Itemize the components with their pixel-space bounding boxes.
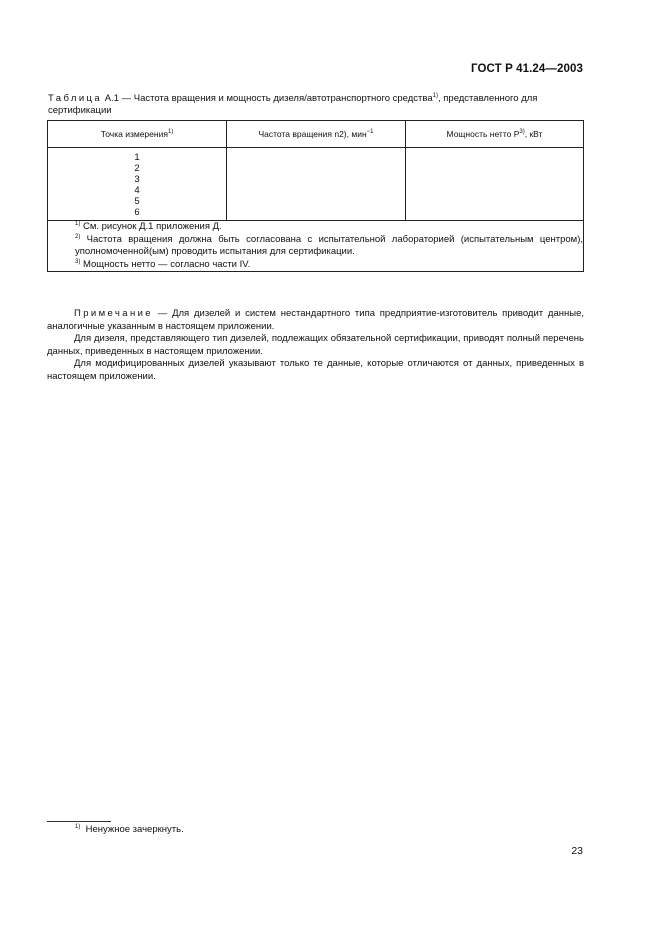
col-header-power: Мощность нетто $P^{3)}$, кВт	[406, 121, 584, 148]
points-cell	[48, 148, 227, 221]
caption-text: — Частота вращения и мощность дизеля/автотранспортного средства	[118, 93, 433, 104]
speed-cell	[227, 148, 406, 221]
table-note-3: $^{3)}$ Мощность нетто — согласно части IV.	[75, 258, 251, 270]
table-word: Таблица	[48, 93, 103, 104]
caption-sup: 1)	[432, 93, 438, 99]
document-id: ГОСТ Р 41.24—2003	[471, 63, 583, 75]
point-value: 5	[134, 196, 140, 207]
power-cell	[406, 148, 584, 221]
page-footnote: $^{1)}$ Ненужное зачеркнуть.	[75, 824, 184, 835]
table-note-1: $^{1)}$ См. рисунок Д.1 приложения Д.	[75, 221, 222, 232]
table-caption	[48, 93, 583, 116]
point-value: 2	[134, 163, 140, 174]
col-header-speed: Частота вращения n2), мин$^{-1}$	[227, 121, 406, 148]
data-table	[47, 120, 584, 272]
table-note-2: $^{2)}$ Частота вращения должна быть согласована с испытательной лабораторией (испытательным центром), уполномоченной(ым) проводить испытания для сертификации.	[75, 233, 583, 257]
col-header-point: Точка измерения$^{1)}$	[48, 121, 227, 148]
point-value: 6	[134, 207, 140, 218]
remark-paragraph-2: Для дизеля, представляющего тип дизелей, подлежащих обязательной сертификации, приводят полный перечень данных, приведенных в настоящем приложении.	[47, 333, 584, 357]
table-notes	[48, 221, 584, 272]
table-number: А.1	[104, 93, 119, 104]
point-value: 3	[134, 174, 140, 185]
remark-paragraph-3: Для модифицированных дизелей указывают только те данные, которые отличаются от данных, приведенных в настоящем приложении.	[47, 358, 584, 382]
table-header-row	[48, 121, 584, 148]
page-number: 23	[571, 845, 583, 857]
footnote-divider	[47, 821, 111, 822]
remark-paragraph-1: Примечание — Для дизелей и систем нестандартного типа предприятие-изготовитель приводит данные, аналогичные указанным в настоящем приложении.	[47, 308, 584, 332]
point-value: 4	[134, 185, 140, 196]
table-notes-row	[48, 221, 584, 272]
point-value: 1	[134, 152, 140, 163]
caption-text-2: , представленного для сертификации	[48, 93, 538, 116]
table-row	[48, 148, 584, 221]
remarks-block	[47, 308, 584, 383]
